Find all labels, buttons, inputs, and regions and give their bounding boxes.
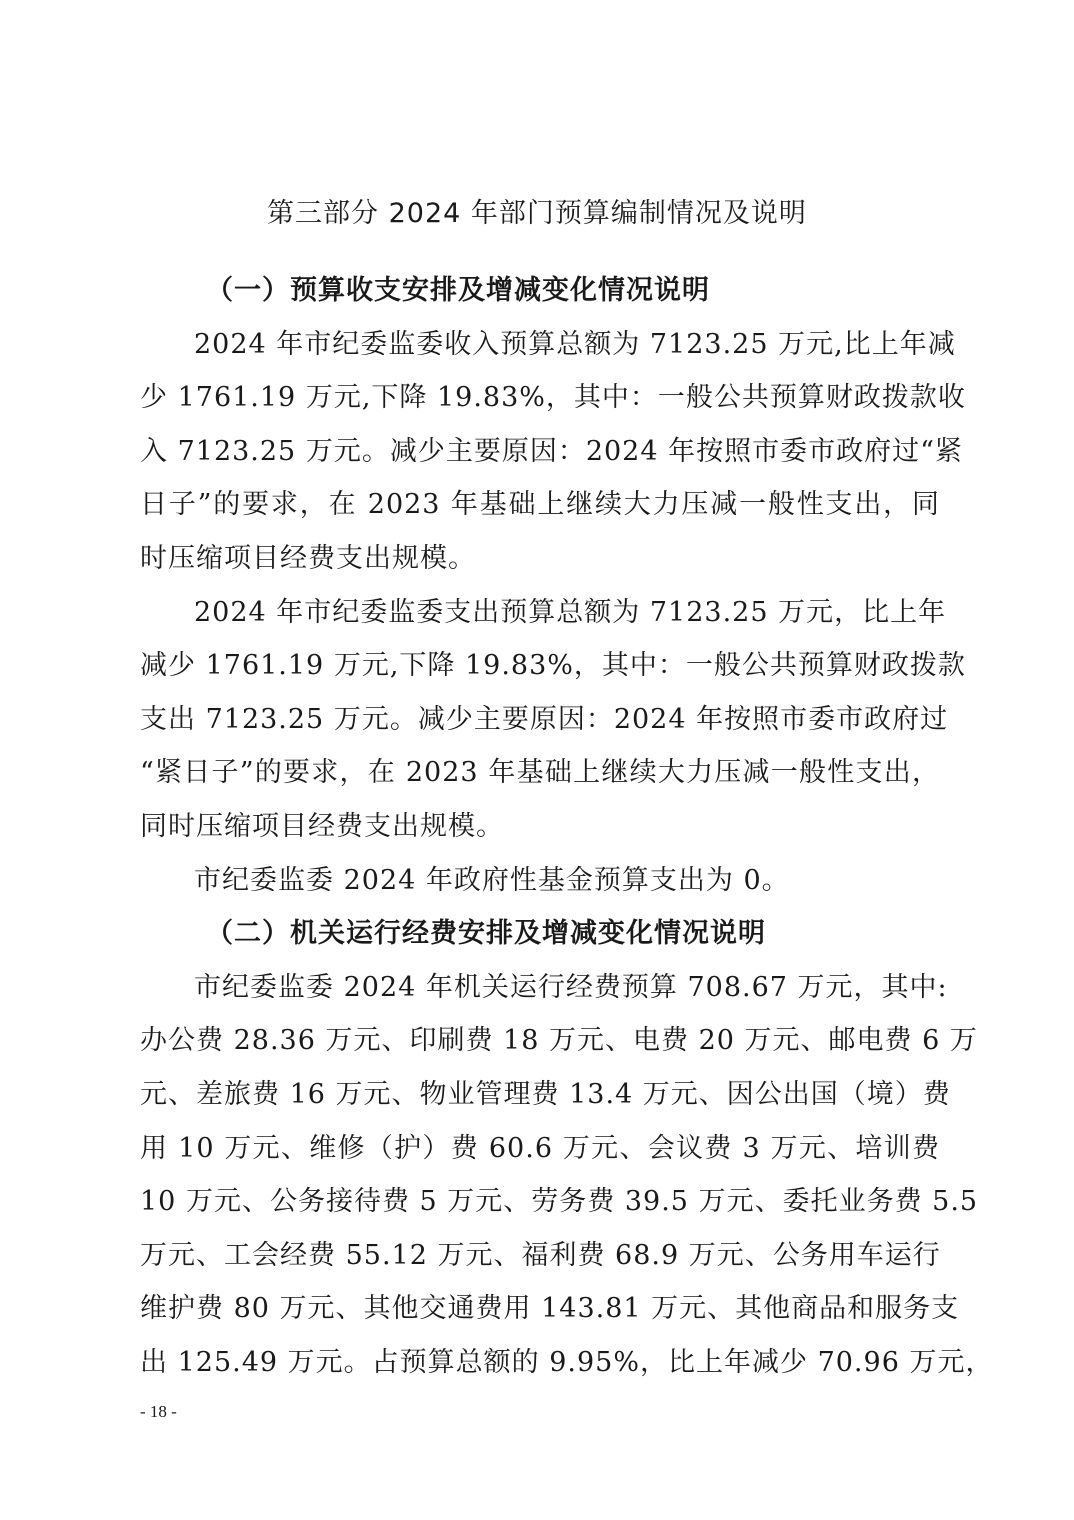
paragraph-line: “紧日子”的要求，在 2023 年基础上继续大力压减一般性支出， (140, 757, 940, 789)
document-body (140, 264, 994, 1389)
paragraph-line: 市纪委监委 2024 年机关运行经费预算 708.67 万元，其中: (194, 971, 948, 1003)
paragraph-line: 时压缩项目经费支出规模。 (140, 542, 476, 574)
paragraph-line: 2024 年市纪委监委支出预算总额为 7123.25 万元，比上年 (194, 596, 947, 628)
paragraph-operating-expenses (140, 961, 994, 1390)
paragraph-line: 入 7123.25 万元。减少主要原因：2024 年按照市委市政府过“紧 (140, 435, 963, 467)
paragraph-income (140, 318, 966, 586)
paragraph-line: 办公费 28.36 万元、印刷费 18 万元、电费 20 万元、邮电费 6 万 (140, 1025, 978, 1057)
paragraph-expenditure (140, 586, 966, 854)
page-number: - 18 - (140, 1402, 177, 1421)
paragraph-line: 用 10 万元、维修（护）费 60.6 万元、会议费 3 万元、培训费 (140, 1132, 940, 1164)
paragraph-line: 元、差旅费 16 万元、物业管理费 13.4 万元、因公出国（境）费 (140, 1078, 951, 1110)
paragraph-line: 2024 年市纪委监委收入预算总额为 7123.25 万元,比上年减 (194, 328, 956, 360)
paragraph-line: 出 125.49 万元。占预算总额的 9.95%，比上年减少 70.96 万元， (140, 1346, 994, 1378)
paragraph-line: 万元、工会经费 55.12 万元、福利费 68.9 万元、公务用车运行 (140, 1239, 941, 1271)
paragraph-line: 减少 1761.19 万元,下降 19.83%，其中：一般公共预算财政拨款 (140, 650, 966, 682)
section-heading-2: （二）机关运行经费安排及增减变化情况说明 (206, 918, 766, 950)
page-title: 第三部分 2024 年部门预算编制情况及说明 (267, 198, 807, 229)
paragraph-line: 少 1761.19 万元,下降 19.83%，其中：一般公共预算财政拨款收 (140, 382, 966, 414)
paragraph-line: 同时压缩项目经费支出规模。 (140, 810, 504, 842)
paragraph-line: 市纪委监委 2024 年政府性基金预算支出为 0。 (194, 864, 790, 896)
paragraph-line: 10 万元、公务接待费 5 万元、劳务费 39.5 万元、委托业务费 5.5 (140, 1186, 979, 1218)
paragraph-line: 日子”的要求，在 2023 年基础上继续大力压减一般性支出，同 (140, 489, 940, 521)
paragraph-line: 维护费 80 万元、其他交通费用 143.81 万元、其他商品和服务支 (140, 1293, 960, 1325)
section-heading-1: （一）预算收支安排及增减变化情况说明 (206, 275, 710, 306)
paragraph-line: 支出 7123.25 万元。减少主要原因：2024 年按照市委市政府过 (140, 703, 949, 735)
paragraph-government-fund (140, 854, 940, 908)
